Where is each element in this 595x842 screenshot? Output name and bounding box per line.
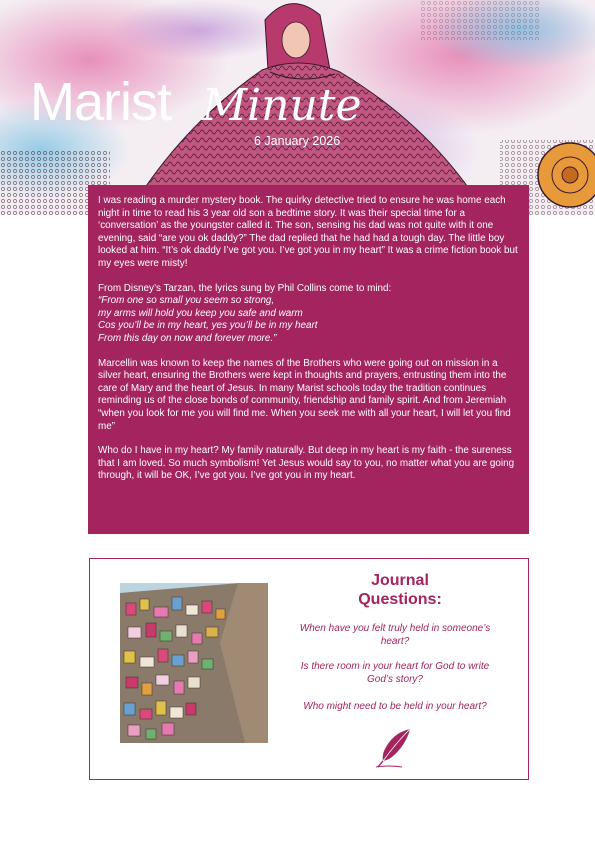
reflection-paragraph-3: Marcellin was known to keep the names of the Brothers who were going out on mission in a silver heart, ensuring the Brothers were kept in thoughts and prayers, entrusting them into the care of Mary and the heart of Jesus. In many Marist schools today the tradition continues reminding us of the close bonds of community, friendship and family spirit. And from Jeremiah “when you look for me you will find me. When you seek me with all your heart, I will let you find me”: [98, 357, 511, 432]
lyric-line: my arms will hold you keep you safe and warm: [98, 307, 303, 319]
brand-main-text: Marist: [30, 72, 171, 132]
journal-title-line-2: Questions:: [358, 591, 442, 608]
journal-question-1: When have you felt truly held in someone’s heart?: [299, 623, 491, 647]
issue-date: 6 January 2026: [254, 134, 341, 148]
love-locks-photo: [120, 583, 268, 743]
journal-question-2: Is there room in your heart for God to write God’s story?: [300, 661, 490, 685]
journal-title: [350, 571, 450, 609]
journal-box: [89, 558, 529, 780]
lyrics-intro: From Disney’s Tarzan, the lyrics sung by Phil Collins come to mind:: [98, 282, 392, 294]
reflection-lyrics-block: [98, 283, 519, 346]
journal-question-3: Who might need to be held in your heart?: [303, 701, 487, 712]
header-banner: [0, 0, 595, 215]
journal-title-line-1: Journal: [371, 572, 429, 589]
lyric-line: From this day on now and forever more.”: [98, 332, 277, 344]
lyric-line: “From one so small you seem so strong,: [98, 295, 275, 307]
quill-feather-icon: [374, 727, 414, 771]
reflection-panel: [88, 185, 529, 534]
reflection-paragraph-4: Who do I have in my heart? My family naturally. But deep in my heart is my faith - the sureness that I am loved. So much symbolism! Yet Jesus would say to you, no matter what you are going through, it will be OK, I’ve got you. I’ve got you in my heart.: [98, 445, 515, 482]
lyric-line: Cos you’ll be in my heart, yes you’ll be in my heart: [98, 320, 318, 332]
brand-script-text: Minute: [202, 80, 362, 131]
reflection-paragraph-1: I was reading a murder mystery book. The quirky detective tried to ensure he was home each night in time to read his 3 year old son a bedtime story. It was their special time for a ‘conversation’ as the youngster called it. The son, sensing his dad was not quite with it one evening, said “are you ok daddy?” The dad replied that he had had a tough day. The little boy looked at him. “It’s ok daddy I’ve got you. I’ve got you in my heart” It was a crime fiction book but my eyes were misty!: [98, 195, 518, 269]
